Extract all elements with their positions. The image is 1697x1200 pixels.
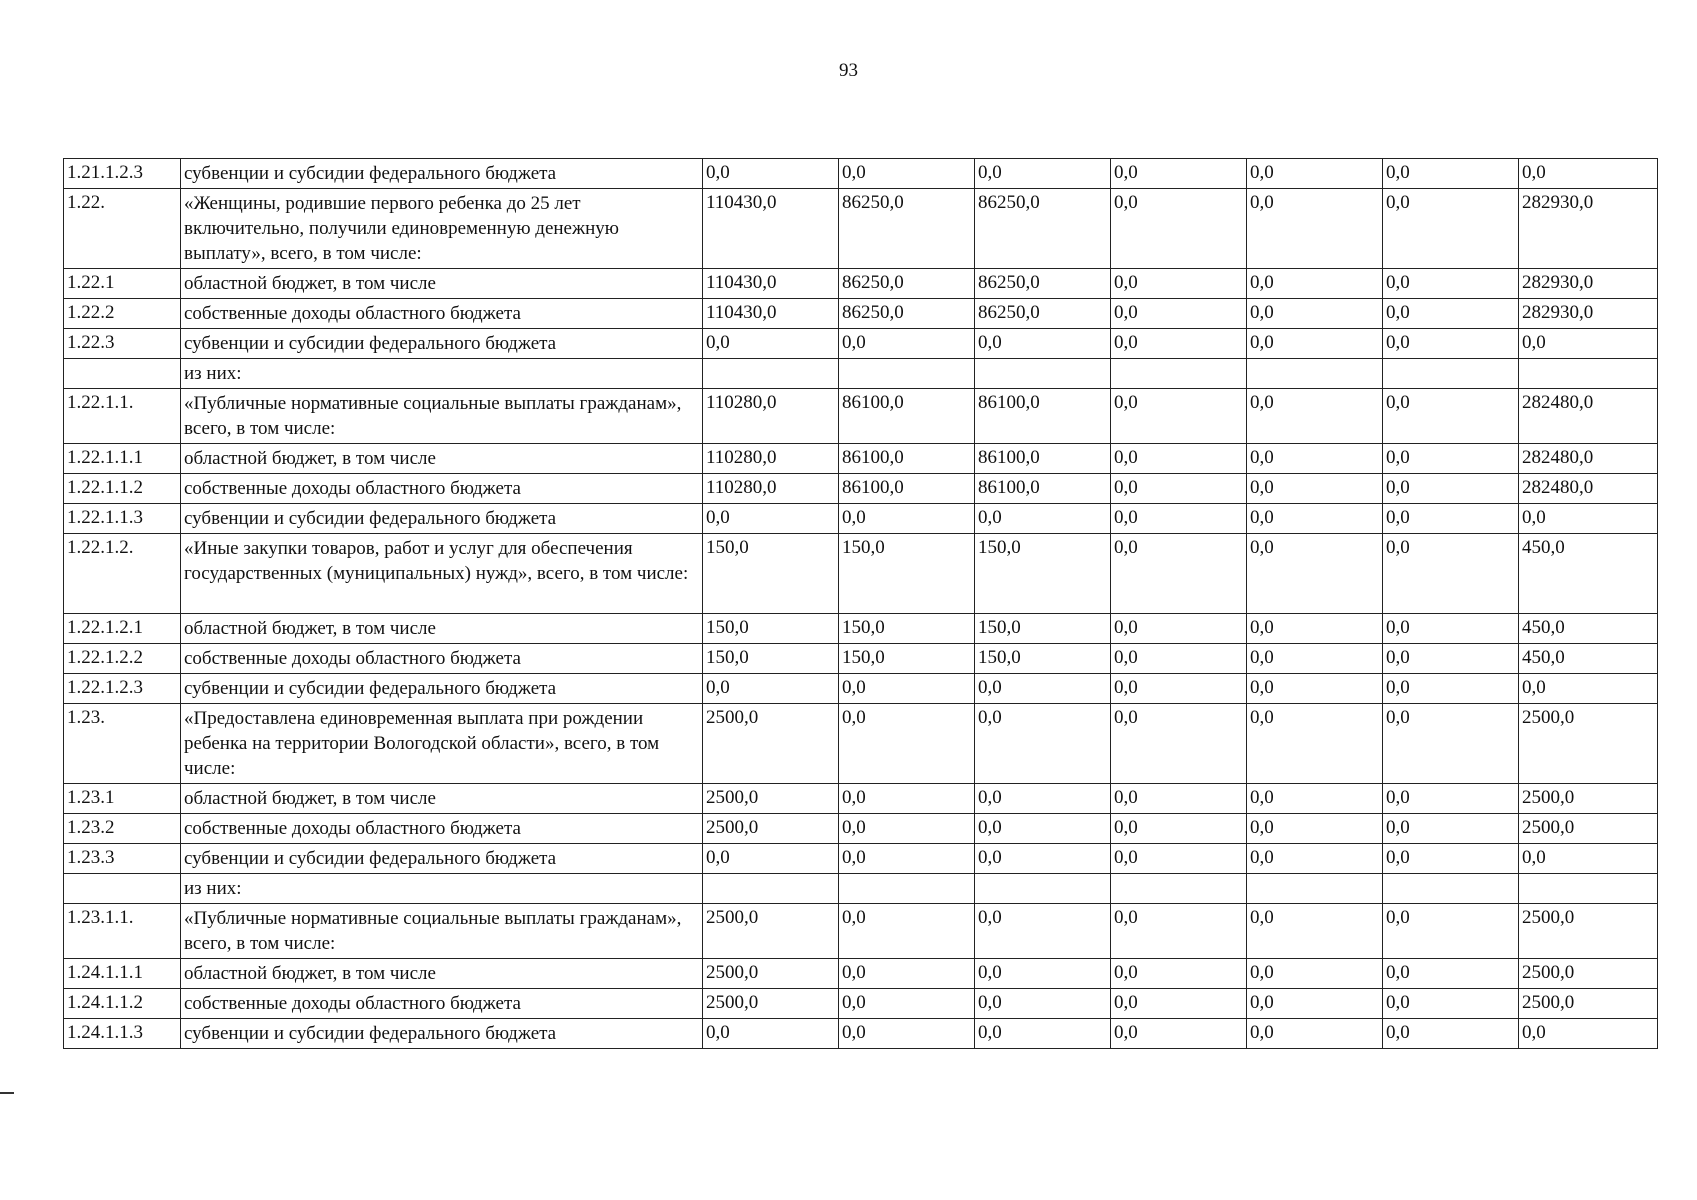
row-value: 0,0 [975, 674, 1111, 704]
row-code: 1.22.2 [64, 299, 181, 329]
table-row [64, 959, 1658, 989]
table-row [64, 904, 1658, 959]
row-value: 2500,0 [1519, 904, 1658, 959]
row-value: 282930,0 [1519, 189, 1658, 269]
row-description: областной бюджет, в том числе [181, 784, 703, 814]
table-row [64, 674, 1658, 704]
row-value: 150,0 [703, 534, 839, 614]
row-value: 0,0 [839, 1019, 975, 1049]
row-code: 1.23.3 [64, 844, 181, 874]
row-value: 86100,0 [975, 389, 1111, 444]
row-description: областной бюджет, в том числе [181, 614, 703, 644]
row-value: 86250,0 [975, 189, 1111, 269]
row-value: 0,0 [1247, 814, 1383, 844]
row-value: 0,0 [1111, 189, 1247, 269]
row-value: 0,0 [1247, 644, 1383, 674]
row-value: 0,0 [1383, 1019, 1519, 1049]
row-code: 1.22.1.1. [64, 389, 181, 444]
row-value: 0,0 [1383, 614, 1519, 644]
row-value: 150,0 [839, 534, 975, 614]
row-value [1111, 359, 1247, 389]
row-code: 1.22.1.1.2 [64, 474, 181, 504]
row-code [64, 359, 181, 389]
row-value: 2500,0 [1519, 814, 1658, 844]
row-value: 2500,0 [703, 814, 839, 844]
row-value: 0,0 [1247, 989, 1383, 1019]
row-description: из них: [181, 359, 703, 389]
row-value: 0,0 [1111, 299, 1247, 329]
table-row [64, 359, 1658, 389]
row-value: 0,0 [1111, 1019, 1247, 1049]
row-value: 0,0 [1111, 504, 1247, 534]
row-code [64, 874, 181, 904]
row-value: 0,0 [1519, 844, 1658, 874]
row-value: 282480,0 [1519, 389, 1658, 444]
row-value: 0,0 [1383, 814, 1519, 844]
row-value: 0,0 [839, 504, 975, 534]
table-row [64, 814, 1658, 844]
row-value: 0,0 [1383, 534, 1519, 614]
row-value: 110430,0 [703, 269, 839, 299]
row-code: 1.22.1 [64, 269, 181, 299]
row-value: 0,0 [839, 814, 975, 844]
page-number: 93 [839, 60, 858, 81]
row-value: 2500,0 [703, 784, 839, 814]
row-value [839, 874, 975, 904]
row-value: 0,0 [1111, 269, 1247, 299]
row-value: 0,0 [839, 674, 975, 704]
row-value: 0,0 [839, 704, 975, 784]
row-value: 0,0 [975, 989, 1111, 1019]
row-description: из них: [181, 874, 703, 904]
row-value [1383, 359, 1519, 389]
row-code: 1.24.1.1.1 [64, 959, 181, 989]
row-code: 1.23.1.1. [64, 904, 181, 959]
row-value: 0,0 [1383, 444, 1519, 474]
row-code: 1.23. [64, 704, 181, 784]
row-value: 0,0 [1111, 704, 1247, 784]
row-code: 1.22.1.2.3 [64, 674, 181, 704]
row-code: 1.22.1.1.3 [64, 504, 181, 534]
row-value: 86250,0 [975, 299, 1111, 329]
row-value: 0,0 [1247, 534, 1383, 614]
row-value: 0,0 [839, 904, 975, 959]
row-description: областной бюджет, в том числе [181, 444, 703, 474]
row-code: 1.22.1.2. [64, 534, 181, 614]
row-value: 2500,0 [1519, 704, 1658, 784]
row-value: 0,0 [1111, 904, 1247, 959]
row-value: 0,0 [1247, 704, 1383, 784]
row-value: 0,0 [1383, 904, 1519, 959]
row-value: 0,0 [1519, 1019, 1658, 1049]
row-description: субвенции и субсидии федерального бюджета [181, 844, 703, 874]
row-value: 282930,0 [1519, 269, 1658, 299]
row-value: 0,0 [1111, 534, 1247, 614]
row-value: 0,0 [839, 159, 975, 189]
row-value: 0,0 [1383, 674, 1519, 704]
row-value: 450,0 [1519, 534, 1658, 614]
row-value: 0,0 [1247, 389, 1383, 444]
row-description: собственные доходы областного бюджета [181, 644, 703, 674]
row-value: 0,0 [1111, 959, 1247, 989]
row-value: 2500,0 [703, 989, 839, 1019]
row-value: 0,0 [1111, 329, 1247, 359]
row-description: областной бюджет, в том числе [181, 959, 703, 989]
row-value: 0,0 [1111, 644, 1247, 674]
row-value: 0,0 [1247, 1019, 1383, 1049]
table-row [64, 614, 1658, 644]
row-value: 0,0 [839, 784, 975, 814]
row-value: 0,0 [1247, 269, 1383, 299]
table-row [64, 504, 1658, 534]
row-value: 0,0 [1383, 704, 1519, 784]
table-row [64, 1019, 1658, 1049]
row-value: 0,0 [1383, 389, 1519, 444]
row-value: 282480,0 [1519, 474, 1658, 504]
row-value: 0,0 [1383, 644, 1519, 674]
row-value: 0,0 [703, 329, 839, 359]
table-row [64, 989, 1658, 1019]
table-row [64, 189, 1658, 269]
row-value: 0,0 [1111, 389, 1247, 444]
table-row [64, 534, 1658, 614]
row-value: 450,0 [1519, 614, 1658, 644]
row-code: 1.22.1.2.2 [64, 644, 181, 674]
row-description: собственные доходы областного бюджета [181, 814, 703, 844]
margin-dash [0, 1092, 14, 1094]
row-value [1383, 874, 1519, 904]
row-value: 0,0 [1247, 959, 1383, 989]
row-code: 1.24.1.1.3 [64, 1019, 181, 1049]
row-value: 0,0 [1247, 329, 1383, 359]
row-value [1519, 359, 1658, 389]
table-row [64, 299, 1658, 329]
table-row [64, 474, 1658, 504]
row-value: 2500,0 [703, 704, 839, 784]
row-value: 2500,0 [703, 904, 839, 959]
row-value [1111, 874, 1247, 904]
row-value: 86100,0 [975, 444, 1111, 474]
row-value [1519, 874, 1658, 904]
row-value: 150,0 [975, 534, 1111, 614]
row-value: 0,0 [1111, 614, 1247, 644]
table-row [64, 704, 1658, 784]
row-value: 0,0 [975, 904, 1111, 959]
row-value: 0,0 [1383, 159, 1519, 189]
row-value [839, 359, 975, 389]
row-description: «Предоставлена единовременная выплата при рождении ребенка на территории Вологодской области», всего, в том числе: [181, 704, 703, 784]
table-row [64, 444, 1658, 474]
row-value: 0,0 [1111, 674, 1247, 704]
row-value: 0,0 [1111, 814, 1247, 844]
row-value: 110430,0 [703, 299, 839, 329]
row-value: 0,0 [1247, 674, 1383, 704]
row-value: 0,0 [975, 959, 1111, 989]
row-value: 0,0 [1111, 474, 1247, 504]
row-value: 0,0 [703, 159, 839, 189]
row-value: 0,0 [703, 1019, 839, 1049]
row-description: собственные доходы областного бюджета [181, 474, 703, 504]
table-row [64, 329, 1658, 359]
row-code: 1.23.2 [64, 814, 181, 844]
row-value: 0,0 [1383, 784, 1519, 814]
row-value: 0,0 [1247, 299, 1383, 329]
row-description: субвенции и субсидии федерального бюджета [181, 1019, 703, 1049]
row-value [975, 874, 1111, 904]
table-row [64, 269, 1658, 299]
table-body [64, 159, 1658, 1049]
row-value: 0,0 [975, 504, 1111, 534]
row-code: 1.22. [64, 189, 181, 269]
table-row [64, 784, 1658, 814]
row-value: 0,0 [839, 329, 975, 359]
row-code: 1.22.3 [64, 329, 181, 359]
row-value: 0,0 [975, 844, 1111, 874]
row-value: 0,0 [1519, 159, 1658, 189]
row-value: 0,0 [839, 844, 975, 874]
row-value [703, 359, 839, 389]
row-value: 0,0 [1383, 989, 1519, 1019]
table-row [64, 874, 1658, 904]
row-value: 0,0 [1383, 299, 1519, 329]
budget-table [63, 158, 1658, 1049]
row-value: 150,0 [975, 614, 1111, 644]
row-value: 110430,0 [703, 189, 839, 269]
row-value: 2500,0 [1519, 959, 1658, 989]
row-value: 0,0 [1111, 159, 1247, 189]
row-value [975, 359, 1111, 389]
row-value: 150,0 [975, 644, 1111, 674]
row-value: 86250,0 [975, 269, 1111, 299]
row-value: 0,0 [1383, 329, 1519, 359]
row-value: 0,0 [975, 814, 1111, 844]
table-row [64, 644, 1658, 674]
row-value: 0,0 [839, 959, 975, 989]
row-value: 0,0 [1247, 504, 1383, 534]
row-description: субвенции и субсидии федерального бюджета [181, 329, 703, 359]
row-value: 0,0 [975, 1019, 1111, 1049]
row-value: 2500,0 [1519, 989, 1658, 1019]
row-value: 150,0 [839, 644, 975, 674]
row-description: «Иные закупки товаров, работ и услуг для обеспечения государственных (муниципальных) нужд», всего, в том числе: [181, 534, 703, 614]
row-value: 86100,0 [839, 474, 975, 504]
row-value: 0,0 [839, 989, 975, 1019]
row-value [1247, 874, 1383, 904]
row-value: 0,0 [1247, 904, 1383, 959]
row-code: 1.23.1 [64, 784, 181, 814]
row-description: «Публичные нормативные социальные выплаты гражданам», всего, в том числе: [181, 389, 703, 444]
row-value: 0,0 [1247, 784, 1383, 814]
row-description: собственные доходы областного бюджета [181, 989, 703, 1019]
row-value: 0,0 [703, 504, 839, 534]
row-value: 0,0 [1383, 504, 1519, 534]
row-value: 0,0 [1247, 614, 1383, 644]
row-value: 0,0 [1383, 269, 1519, 299]
row-value: 0,0 [703, 844, 839, 874]
row-value: 0,0 [1247, 189, 1383, 269]
row-value: 0,0 [1519, 674, 1658, 704]
row-value: 150,0 [703, 644, 839, 674]
row-description: субвенции и субсидии федерального бюджета [181, 159, 703, 189]
row-value: 0,0 [1247, 159, 1383, 189]
row-description: «Женщины, родившие первого ребенка до 25 лет включительно, получили единовременную денежную выплату», всего, в том числе: [181, 189, 703, 269]
row-value: 0,0 [1247, 844, 1383, 874]
row-value: 0,0 [1247, 444, 1383, 474]
row-value: 0,0 [1111, 844, 1247, 874]
row-value: 282930,0 [1519, 299, 1658, 329]
row-value: 0,0 [975, 784, 1111, 814]
row-value [703, 874, 839, 904]
row-value: 0,0 [975, 704, 1111, 784]
row-code: 1.22.1.2.1 [64, 614, 181, 644]
row-value: 0,0 [975, 159, 1111, 189]
row-value: 86100,0 [839, 389, 975, 444]
row-value: 150,0 [839, 614, 975, 644]
row-description: собственные доходы областного бюджета [181, 299, 703, 329]
row-code: 1.24.1.1.2 [64, 989, 181, 1019]
row-value: 0,0 [1383, 189, 1519, 269]
table-row [64, 389, 1658, 444]
row-value: 0,0 [1247, 474, 1383, 504]
row-description: субвенции и субсидии федерального бюджета [181, 504, 703, 534]
row-value: 0,0 [1383, 844, 1519, 874]
row-code: 1.21.1.2.3 [64, 159, 181, 189]
row-code: 1.22.1.1.1 [64, 444, 181, 474]
row-description: «Публичные нормативные социальные выплаты гражданам», всего, в том числе: [181, 904, 703, 959]
row-value: 150,0 [703, 614, 839, 644]
row-value: 86250,0 [839, 269, 975, 299]
row-value: 2500,0 [1519, 784, 1658, 814]
row-value: 282480,0 [1519, 444, 1658, 474]
row-value: 0,0 [1111, 784, 1247, 814]
row-value: 110280,0 [703, 389, 839, 444]
row-value: 0,0 [703, 674, 839, 704]
row-value: 0,0 [1519, 504, 1658, 534]
row-value: 0,0 [1519, 329, 1658, 359]
row-value: 0,0 [1383, 959, 1519, 989]
row-description: субвенции и субсидии федерального бюджета [181, 674, 703, 704]
row-description: областной бюджет, в том числе [181, 269, 703, 299]
row-value: 0,0 [1111, 989, 1247, 1019]
table-row [64, 159, 1658, 189]
row-value: 110280,0 [703, 444, 839, 474]
row-value: 450,0 [1519, 644, 1658, 674]
row-value: 86250,0 [839, 189, 975, 269]
row-value: 2500,0 [703, 959, 839, 989]
table-row [64, 844, 1658, 874]
row-value: 86100,0 [975, 474, 1111, 504]
row-value [1247, 359, 1383, 389]
row-value: 0,0 [975, 329, 1111, 359]
row-value: 0,0 [1111, 444, 1247, 474]
row-value: 86250,0 [839, 299, 975, 329]
row-value: 0,0 [1383, 474, 1519, 504]
row-value: 110280,0 [703, 474, 839, 504]
row-value: 86100,0 [839, 444, 975, 474]
